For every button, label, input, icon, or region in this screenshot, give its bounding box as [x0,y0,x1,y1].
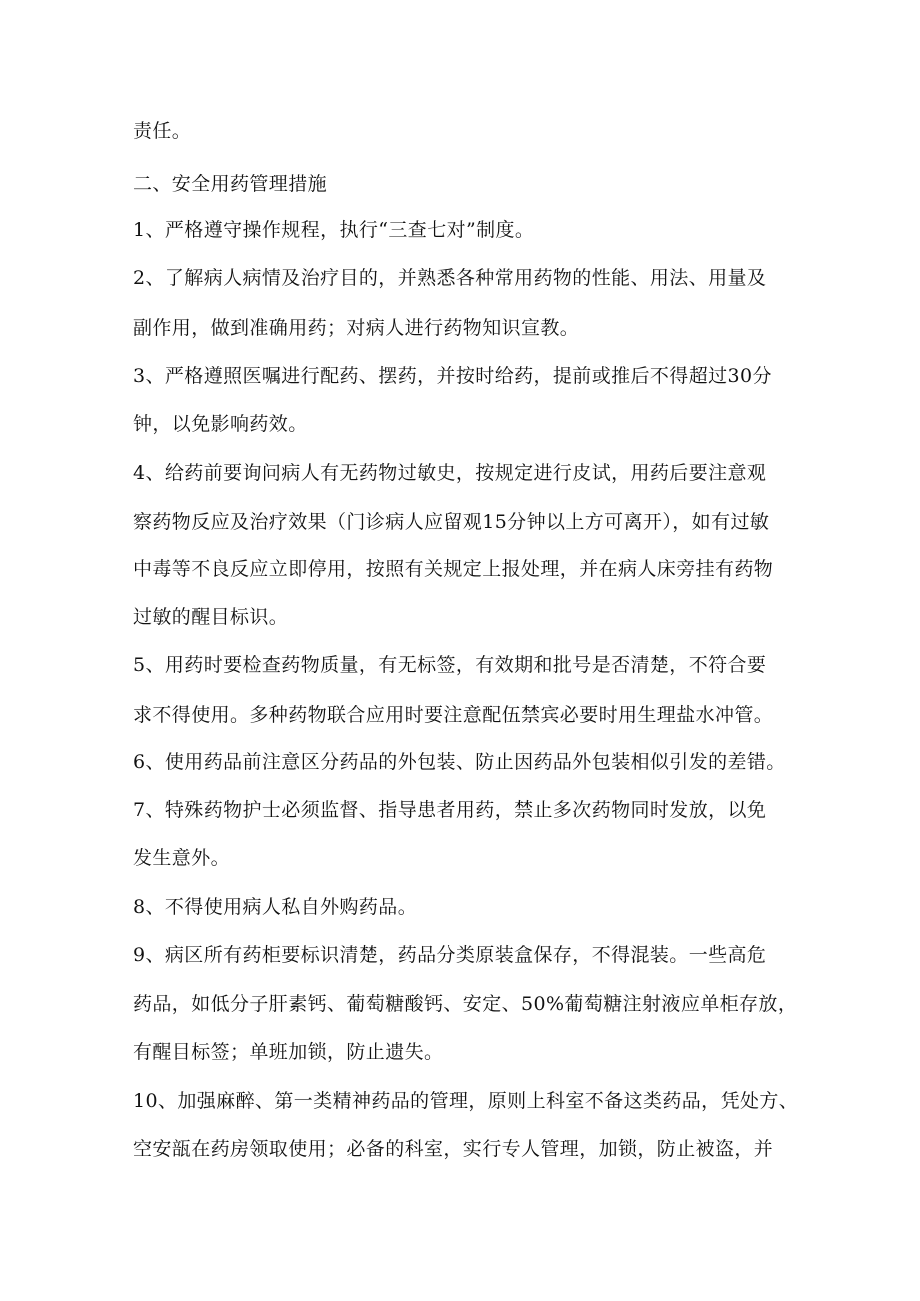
text-line: 药品，如低分子肝素钙、葡萄糖酸钙、安定、50%葡萄糖注射液应单柜存放， [133,993,798,1015]
text-line: 中毒等不良反应立即停用，按照有关规定上报处理，并在病人床旁挂有药物 [133,558,774,580]
text-line: 1、严格遵守操作规程，执行“三查七对”制度。 [133,219,535,241]
text-line: 责任。 [133,120,192,142]
text-line: 4、给药前要询问病人有无药物过敏史，按规定进行皮试，用药后要注意观 [133,462,767,484]
text-line: 钟，以免影响药效。 [133,413,308,435]
text-line: 过敏的醒目标识。 [133,606,289,628]
text-line: 10、加强麻醉、第一类精神药品的管理，原则上科室不备这类药品，凭处方、 [133,1090,799,1112]
text-line: 发生意外。 [133,847,231,869]
text-line: 7、特殊药物护士必须监督、指导患者用药，禁止多次药物同时发放，以免 [133,799,767,821]
text-line: 3、严格遵照医嘱进行配药、摆药，并按时给药，提前或推后不得超过30分 [133,365,772,387]
text-line: 求不得使用。多种药物联合应用时要注意配伍禁宾必要时用生理盐水冲管。 [133,704,774,726]
text-line: 8、不得使用病人私自外购药品。 [133,896,418,918]
text-line: 2、了解病人病情及治疗目的，并熟悉各种常用药物的性能、用法、用量及 [133,267,767,289]
text-line: 有醒目标签；单班加锁，防止遗失。 [133,1041,444,1063]
text-line: 空安瓿在药房领取使用；必备的科室，实行专人管理，加锁，防止被盗，并 [133,1138,774,1160]
text-line: 5、用药时要检查药物质量，有无标签，有效期和批号是否清楚，不符合要 [133,654,767,676]
text-line: 9、病区所有药柜要标识清楚，药品分类原装盒保存，不得混装。一些高危 [133,944,767,966]
section-heading: 二、安全用药管理措施 [133,173,328,195]
text-line: 察药物反应及治疗效果（门诊病人应留观15分钟以上方可离开），如有过敏 [133,511,770,533]
text-line: 副作用，做到准确用药；对病人进行药物知识宣教。 [133,317,580,339]
text-line: 6、使用药品前注意区分药品的外包装、防止因药品外包装相似引发的差错。 [133,751,786,773]
